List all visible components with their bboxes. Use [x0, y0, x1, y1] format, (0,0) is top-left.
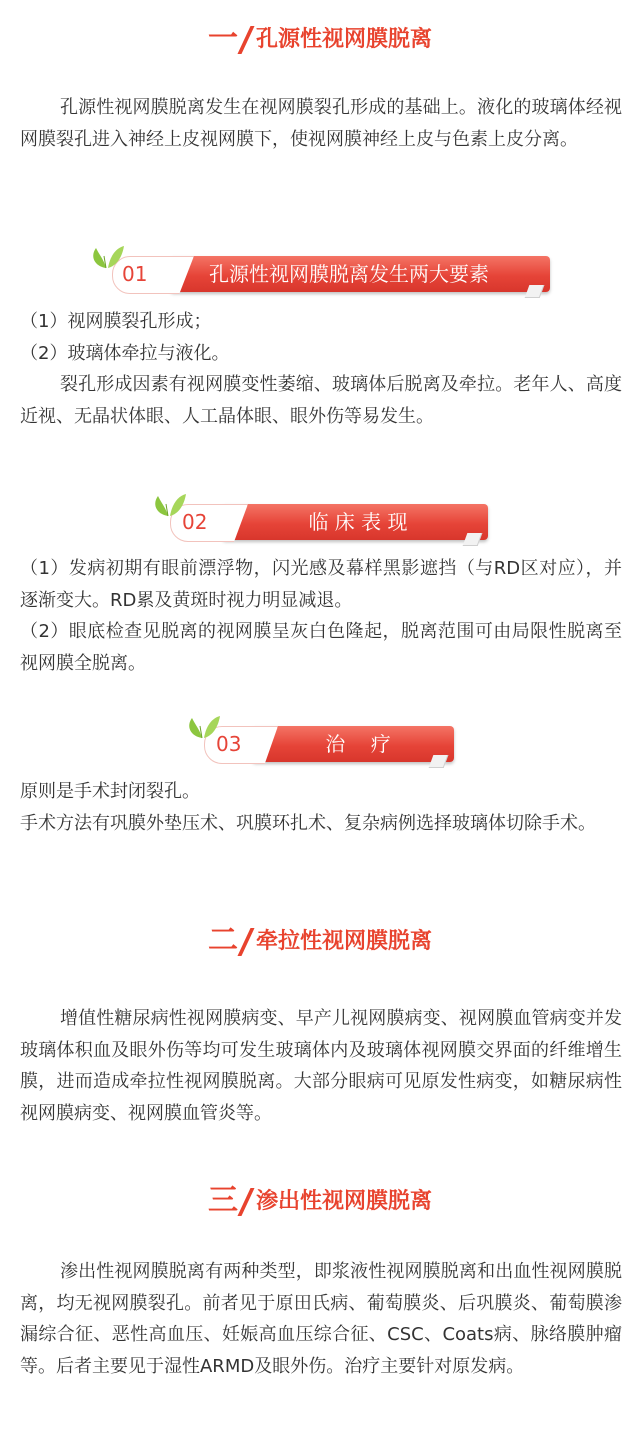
slash-icon: [237, 26, 254, 54]
section-2-title: [0, 923, 640, 966]
section-heading: 渗出性视网膜脱离: [255, 1189, 432, 1214]
section-number: 一: [207, 21, 238, 56]
subsection-01-body: （1）视网膜裂孔形成； （2）玻璃体牵拉与液化。 裂孔形成因素有视网膜变性萎缩、玻璃体后脱离及牵拉。老年人、高度近视、无晶状体眼、人工晶体眼、眼外伤等易发生。: [20, 311, 622, 427]
section-3-title: [0, 1183, 640, 1226]
page-curl-icon: [463, 533, 483, 546]
section-1-title: [0, 21, 640, 64]
leaf-icon: [90, 242, 124, 270]
slash-icon: [237, 1188, 254, 1216]
section-number: 三: [207, 1183, 238, 1218]
subsection-02-body: （1）发病初期有眼前漂浮物，闪光感及幕样黑影遮挡（与RD区对应），并逐渐变大。RD累及黄斑时视力明显减退。 （2）眼底检查见脱离的视网膜呈灰白色隆起，脱离范围可由局限性脱离至视网膜全脱离。: [20, 558, 622, 674]
subsection-ribbon-03: [186, 712, 454, 768]
section-heading: 孔源性视网膜脱离: [255, 27, 432, 52]
ribbon-title: 治 疗: [325, 732, 391, 756]
subsection-03-body: 原则是手术封闭裂孔。 手术方法有巩膜外垫压术、巩膜环扎术、复杂病例选择玻璃体切除手术。: [20, 781, 596, 834]
slash-icon: [237, 928, 254, 956]
section-number: 二: [207, 923, 238, 958]
ribbon-number: 03: [216, 732, 242, 756]
page-curl-icon: [429, 755, 449, 768]
leaf-icon: [152, 490, 186, 518]
ribbon-number: 01: [122, 262, 148, 286]
section-heading: 牵拉性视网膜脱离: [255, 929, 432, 954]
subsection-ribbon-02: [152, 490, 488, 546]
page-curl-icon: [525, 285, 545, 298]
leaf-icon: [186, 712, 220, 740]
ribbon-title: 孔源性视网膜脱离发生两大要素: [209, 262, 489, 286]
subsection-ribbon-01: [90, 242, 550, 298]
section-3-intro: 渗出性视网膜脱离有两种类型，即浆液性视网膜脱离和出血性视网膜脱离，均无视网膜裂孔。前者见于原田氏病、葡萄膜炎、后巩膜炎、葡萄膜渗漏综合征、恶性高血压、妊娠高血压综合征、CSC、Coats病、脉络膜肿瘤等。后者主要见于湿性ARMD及眼外伤。治疗主要针对原发病。: [20, 1261, 622, 1377]
ribbon-number: 02: [182, 510, 208, 534]
section-1-intro: 孔源性视网膜脱离发生在视网膜裂孔形成的基础上。液化的玻璃体经视网膜裂孔进入神经上皮视网膜下，使视网膜神经上皮与色素上皮分离。: [20, 97, 622, 150]
section-2-intro: 增值性糖尿病性视网膜病变、早产儿视网膜病变、视网膜血管病变并发玻璃体积血及眼外伤等均可发生玻璃体内及玻璃体视网膜交界面的纤维增生膜，进而造成牵拉性视网膜脱离。大部分眼病可见原发性病变，如糖尿病性视网膜病变、视网膜血管炎等。: [20, 1008, 622, 1124]
ribbon-title: 临 床 表 现: [308, 510, 408, 534]
